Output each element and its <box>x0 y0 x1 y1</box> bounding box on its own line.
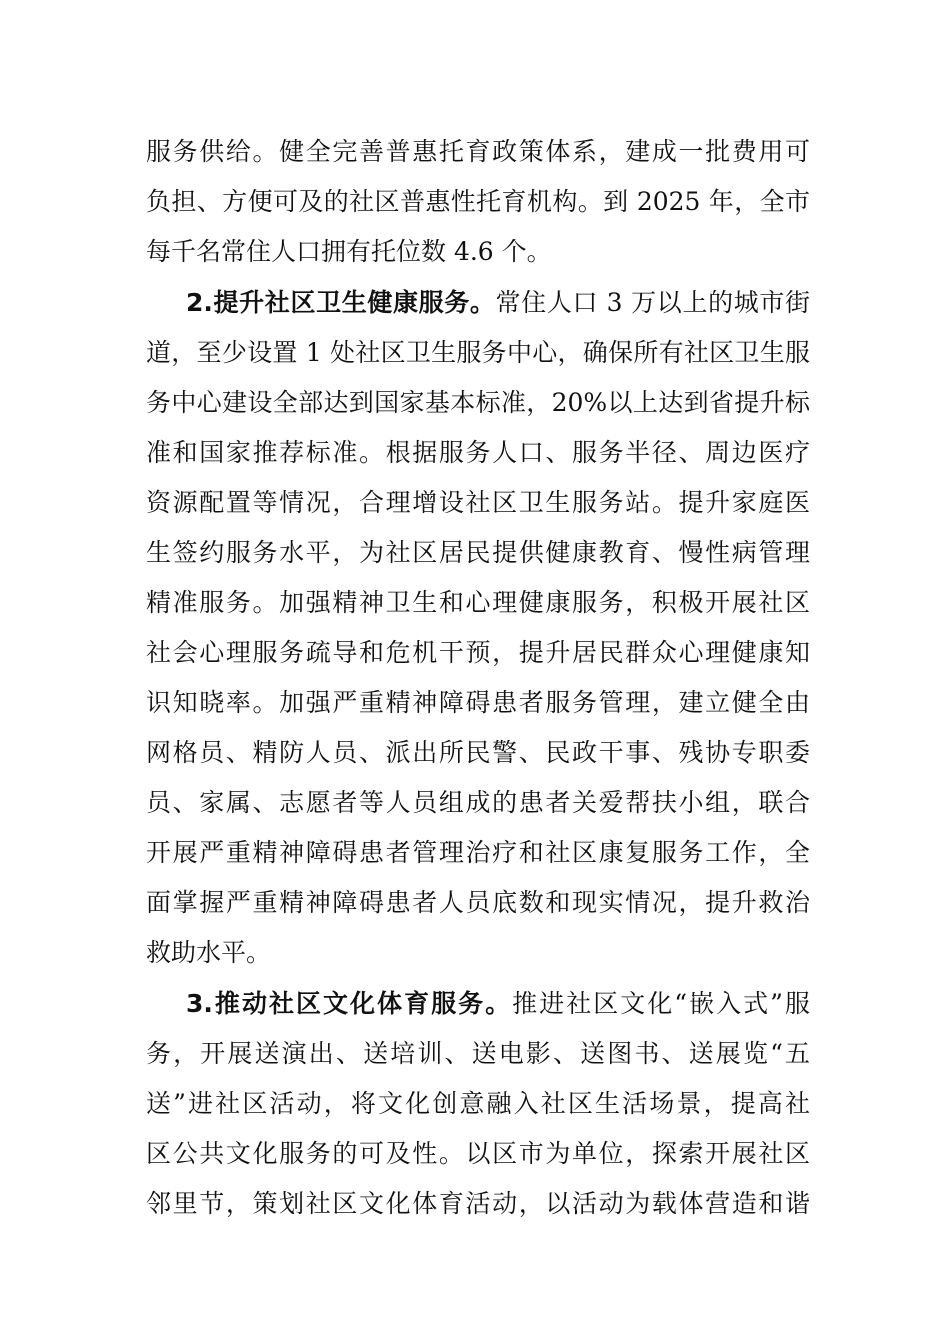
text-line: 准和国家推荐标准。根据服务人口、服务半径、周边医疗 <box>146 438 810 467</box>
text-line: 识知晓率。加强严重精神障碍患者服务管理，建立健全由 <box>146 688 810 717</box>
text-line: 员、家属、志愿者等人员组成的患者关爱帮扶小组，联合 <box>146 788 810 817</box>
text-line: 生签约服务水平，为社区居民提供健康教育、慢性病管理 <box>146 538 810 567</box>
text-line: 网格员、精防人员、派出所民警、民政干事、残协专职委 <box>146 738 810 767</box>
text-line: 面掌握严重精神障碍患者人员底数和现实情况，提升救治 <box>146 888 810 917</box>
text-line: 道，至少设置 1 处社区卫生服务中心，确保所有社区卫生服 <box>146 338 810 367</box>
text-line: 每千名常住人口拥有托位数 4.6 个。 <box>146 237 552 266</box>
text-line: 区公共文化服务的可及性。以区市为单位，探索开展社区 <box>146 1139 810 1168</box>
section-heading: 2.提升社区卫生健康服务。 <box>186 288 496 317</box>
paragraph-first-line <box>186 987 810 1021</box>
text-line: 送”进社区活动，将文化创意融入社区生活场景，提高社 <box>146 1089 810 1118</box>
text-line: 开展严重精神障碍患者管理治疗和社区康复服务工作，全 <box>146 838 810 867</box>
text-line: 邻里节，策划社区文化体育活动，以活动为载体营造和谐 <box>146 1189 810 1218</box>
paragraph-first-line <box>186 286 810 320</box>
text-line: 服务供给。健全完善普惠托育政策体系，建成一批费用可 <box>146 137 810 166</box>
text-line: 社会心理服务疏导和危机干预，提升居民群众心理健康知 <box>146 638 810 667</box>
text-line: 务，开展送演出、送培训、送电影、送图书、送展览“五 <box>146 1039 810 1068</box>
text-run: 推进社区文化“嵌入式”服 <box>512 989 810 1018</box>
text-line: 精准服务。加强精神卫生和心理健康服务，积极开展社区 <box>146 588 810 617</box>
text-line: 资源配置等情况，合理增设社区卫生服务站。提升家庭医 <box>146 488 810 517</box>
text-run: 常住人口 3 万以上的城市街 <box>495 288 810 317</box>
section-heading: 3.推动社区文化体育服务。 <box>186 989 513 1018</box>
text-line: 救助水平。 <box>146 938 272 967</box>
text-line: 务中心建设全部达到国家基本标准，20%以上达到省提升标 <box>146 388 810 417</box>
text-line: 负担、方便可及的社区普惠性托育机构。到 2025 年，全市 <box>146 187 810 216</box>
